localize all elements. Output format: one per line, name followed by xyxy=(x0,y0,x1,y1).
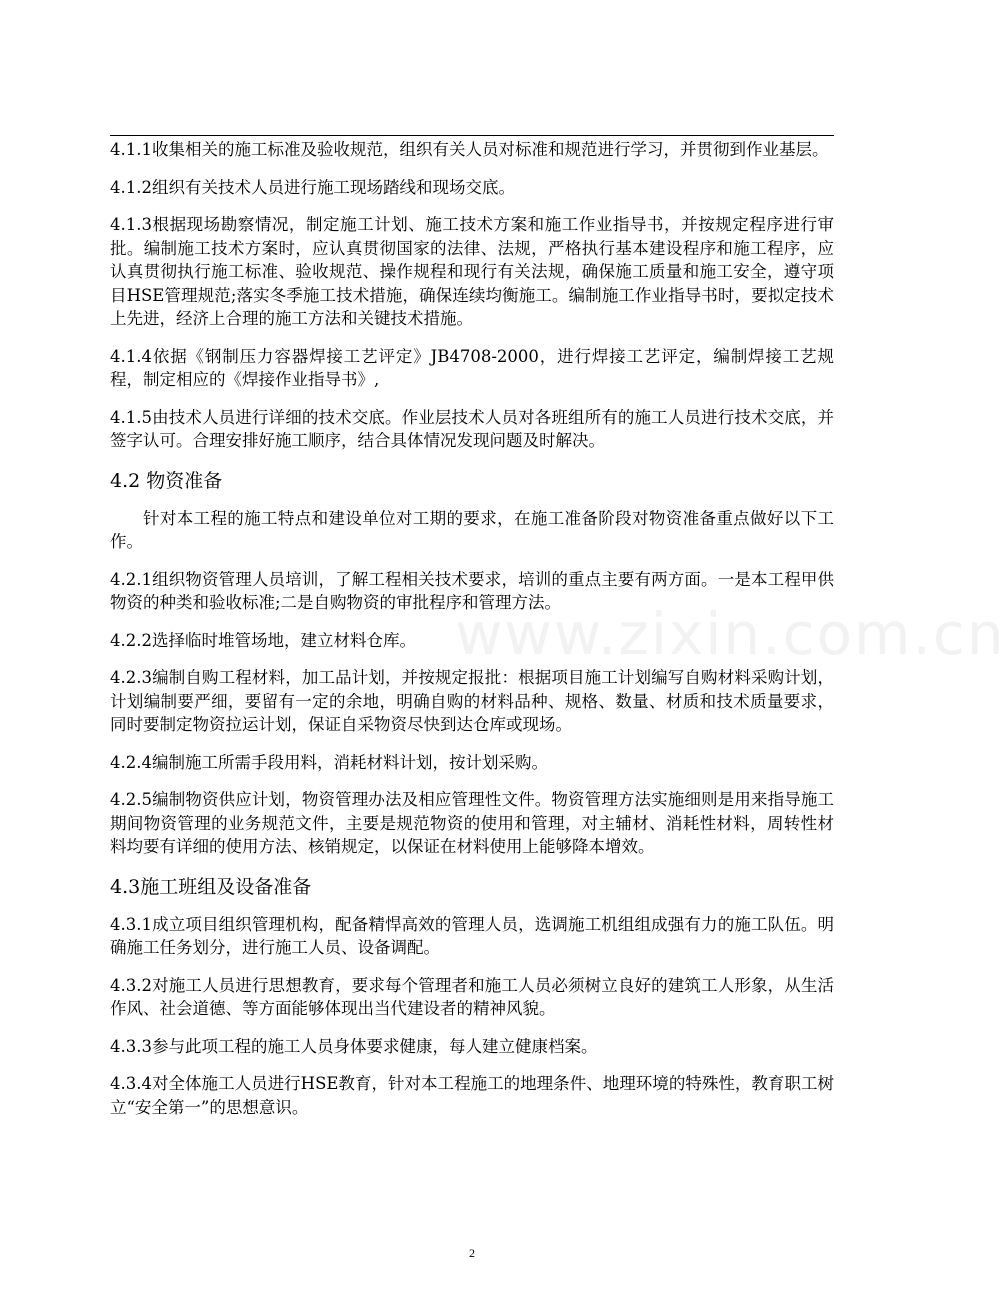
paragraph-4-3-3: 4.3.3参与此项工程的施工人员身体要求健康，每人建立健康档案。 xyxy=(110,1036,598,1056)
document-page xyxy=(110,0,834,1302)
section-heading-4-3: 4.3施工班组及设备准备 xyxy=(110,875,312,898)
paragraph-4-2-3: 4.2.3编制自购工程材料，加工品计划，并按规定报批：根据项目施工计划编写自购材料采购计划，计划编制要严细，要留有一定的余地，明确自购的材料品种、规格、数量、材质和技术质量要求，同时要制定物资拉运计划，保证自采物资尽快到达仓库或现场。 xyxy=(110,668,834,734)
header-rule xyxy=(110,135,834,136)
page-number: 2 xyxy=(469,1246,475,1260)
paragraph-4-2-2: 4.2.2选择临时堆管场地，建立材料仓库。 xyxy=(110,630,416,650)
paragraph-4-3-1: 4.3.1成立项目组织管理机构，配备精悍高效的管理人员，选调施工机组组成强有力的施工队伍。明确施工任务划分，进行施工人员、设备调配。 xyxy=(110,914,834,957)
paragraph-4-3-2: 4.3.2对施工人员进行思想教育，要求每个管理者和施工人员必须树立良好的建筑工人形象，从生活作风、社会道德、等方面能够体现出当代建设者的精神风貌。 xyxy=(110,975,834,1018)
paragraph-4-2-1: 4.2.1组织物资管理人员培训，了解工程相关技术要求，培训的重点主要有两方面。一是本工程甲供物资的种类和验收标准;二是自购物资的审批程序和管理方法。 xyxy=(110,569,834,612)
paragraph-4-1-5: 4.1.5由技术人员进行详细的技术交底。作业层技术人员对各班组所有的施工人员进行技术交底，并签字认可。合理安排好施工顺序，结合具体情况发现问题及时解决。 xyxy=(110,407,834,450)
paragraph-4-1-1: 4.1.1收集相关的施工标准及验收规范，组织有关人员对标准和规范进行学习，并贯彻到作业基层。 xyxy=(110,140,829,159)
paragraph-4-1-3: 4.1.3根据现场勘察情况，制定施工计划、施工技术方案和施工作业指导书，并按规定程序进行审批。编制施工技术方案时，应认真贯彻国家的法律、法规，严格执行基本建设程序和施工程序，应认真贯彻执行施工标准、验收规范、操作规程和现行有关法规，确保施工质量和施工安全，遵守项目HSE管理规范;落实冬季施工技术措施，确保连续均衡施工。编制施工作业指导书时，要拟定技术上先进，经济上合理的施工方法和关键技术措施。 xyxy=(110,215,834,328)
section-intro-4-2: 针对本工程的施工特点和建设单位对工期的要求，在施工准备阶段对物资准备重点做好以下工作。 xyxy=(110,508,834,551)
paragraph-4-1-2: 4.1.2组织有关技术人员进行施工现场踏线和现场交底。 xyxy=(110,177,515,197)
paragraph-4-2-4: 4.2.4编制施工所需手段用料，消耗材料计划，按计划采购。 xyxy=(110,752,548,772)
paragraph-4-2-5: 4.2.5编制物资供应计划，物资管理办法及相应管理性文件。物资管理方法实施细则是用来指导施工期间物资管理的业务规范文件，主要是规范物资的使用和管理，对主辅材、消耗性材料，周转性材料均要有详细的使用方法、核销规定，以保证在材料使用上能够降本增效。 xyxy=(110,790,834,856)
paragraph-4-1-4: 4.1.4依据《钢制压力容器焊接工艺评定》JB4708-2000，进行焊接工艺评定，编制焊接工艺规程，制定相应的《焊接作业指导书》, xyxy=(110,346,834,389)
section-heading-4-2: 4.2 物资准备 xyxy=(110,469,223,492)
document-body xyxy=(110,138,834,1133)
watermark: www.zixin.com.cn xyxy=(455,600,1006,668)
paragraph-4-3-4: 4.3.4对全体施工人员进行HSE教育，针对本工程施工的地理条件、地理环境的特殊性，教育职工树立“安全第一”的思想意识。 xyxy=(110,1074,834,1117)
